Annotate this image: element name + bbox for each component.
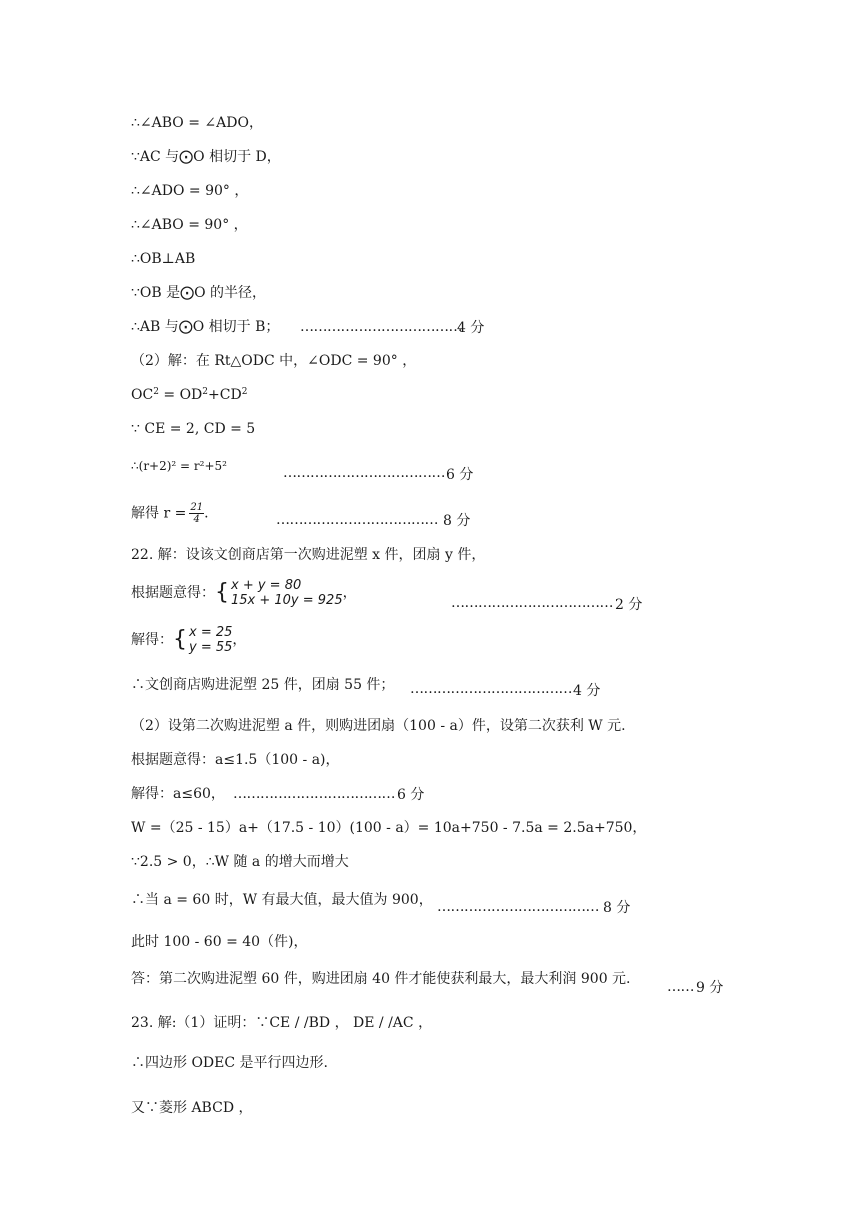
q23-intro-line: 23. 解:（1）证明：∵CE / /BD ， DE / /AC ， — [131, 1015, 433, 1031]
score-label: 4 分 — [457, 320, 485, 336]
proof-line-angle-ado-90: ∴∠ADO = 90° ， — [131, 183, 249, 199]
score-dots: ……………………………… — [233, 786, 395, 802]
score-dots: …… — [667, 979, 694, 995]
part2-setup-line: （2）设第二次购进泥塑 a 件，则购进团扇（100 - a）件，设第二次获利 W 元. — [131, 718, 626, 734]
proof-line-ab-tangent: ∴AB 与⨀O 相切于 B； — [131, 319, 280, 335]
pythagoras-line: $OC^2 = OD^2+CD^2$ — [131, 387, 248, 403]
inequality-solution-line: 解得：a≤60， — [131, 786, 225, 802]
parallelogram-line: ∴四边形 ODEC 是平行四边形. — [131, 1055, 328, 1071]
score-dots: ……………………………… — [283, 465, 445, 481]
equation-system-line: 根据题意得：{ x + y = 80 15x + 10y = 925 ， — [131, 578, 357, 608]
score-label: 8 分 — [443, 513, 471, 529]
score-label: 6 分 — [446, 467, 474, 483]
proof-line-ob-radius: ∵OB 是⨀O 的半径， — [131, 285, 267, 301]
inequality-line: 根据题意得：a≤1.5（100 - a)， — [131, 752, 340, 768]
proof-line-ob-perp-ab: ∴OB⊥AB — [131, 251, 196, 267]
equation-system: x + y = 80 15x + 10y = 925 — [231, 578, 343, 608]
score-dots: ……………………………… — [410, 681, 572, 697]
given-values-line: ∵ CE = 2, CD = 5 — [131, 421, 256, 437]
solution-system: x = 25 y = 55 — [189, 625, 233, 655]
fraction: $\frac{21}{4}$ — [190, 502, 204, 525]
score-label: 9 分 — [696, 980, 724, 996]
purchase-result-line: ∴文创商店购进泥塑 25 件，团扇 55 件； — [131, 677, 395, 693]
score-dots: ……………………………… — [437, 899, 599, 915]
score-dots: ……………………………… — [276, 512, 438, 528]
score-dots: ……………………………… — [300, 319, 462, 335]
score-label: 6 分 — [397, 787, 425, 803]
part2-intro-line: （2）解：在 Rt△ODC 中，∠ODC = 90° ， — [131, 353, 417, 369]
score-label: 8 分 — [603, 900, 631, 916]
max-value-line: ∴当 a = 60 时，W 有最大值，最大值为 900， — [131, 892, 433, 908]
proof-line-angle-abo-ado: ∴∠ABO = ∠ADO， — [131, 115, 263, 131]
monotonic-line: ∵2.5 > 0，∴W 随 a 的增大而增大 — [131, 854, 349, 870]
solution-system-line: 解得：{ x = 25 y = 55 ， — [131, 625, 247, 655]
rhombus-line: 又∵菱形 ABCD ， — [131, 1100, 253, 1116]
proof-line-angle-abo-90: ∴∠ABO = 90° ， — [131, 217, 248, 233]
final-answer-line: 答：第二次购进泥塑 60 件，购进团扇 40 件才能使获利最大，最大利润 900 元. — [131, 971, 631, 987]
score-dots: ……………………………… — [451, 595, 613, 611]
score-label: 2 分 — [615, 597, 643, 613]
fan-count-line: 此时 100 - 60 = 40（件)， — [131, 934, 308, 950]
profit-function-line: W =（25 - 15）a+（17.5 - 10）(100 - a）= 10a+750 - 7.5a = 2.5a+750， — [131, 820, 647, 836]
score-label: 4 分 — [573, 683, 601, 699]
proof-line-ac-tangent: ∵AC 与⨀O 相切于 D， — [131, 149, 281, 165]
solve-r-line: 解得 r = $\frac{21}{4}$ . — [131, 502, 209, 525]
equation-line: ∴(r+2)² = r²+5² — [131, 459, 227, 473]
q22-intro-line: 22. 解：设该文创商店第一次购进泥塑 x 件，团扇 y 件， — [131, 547, 486, 563]
